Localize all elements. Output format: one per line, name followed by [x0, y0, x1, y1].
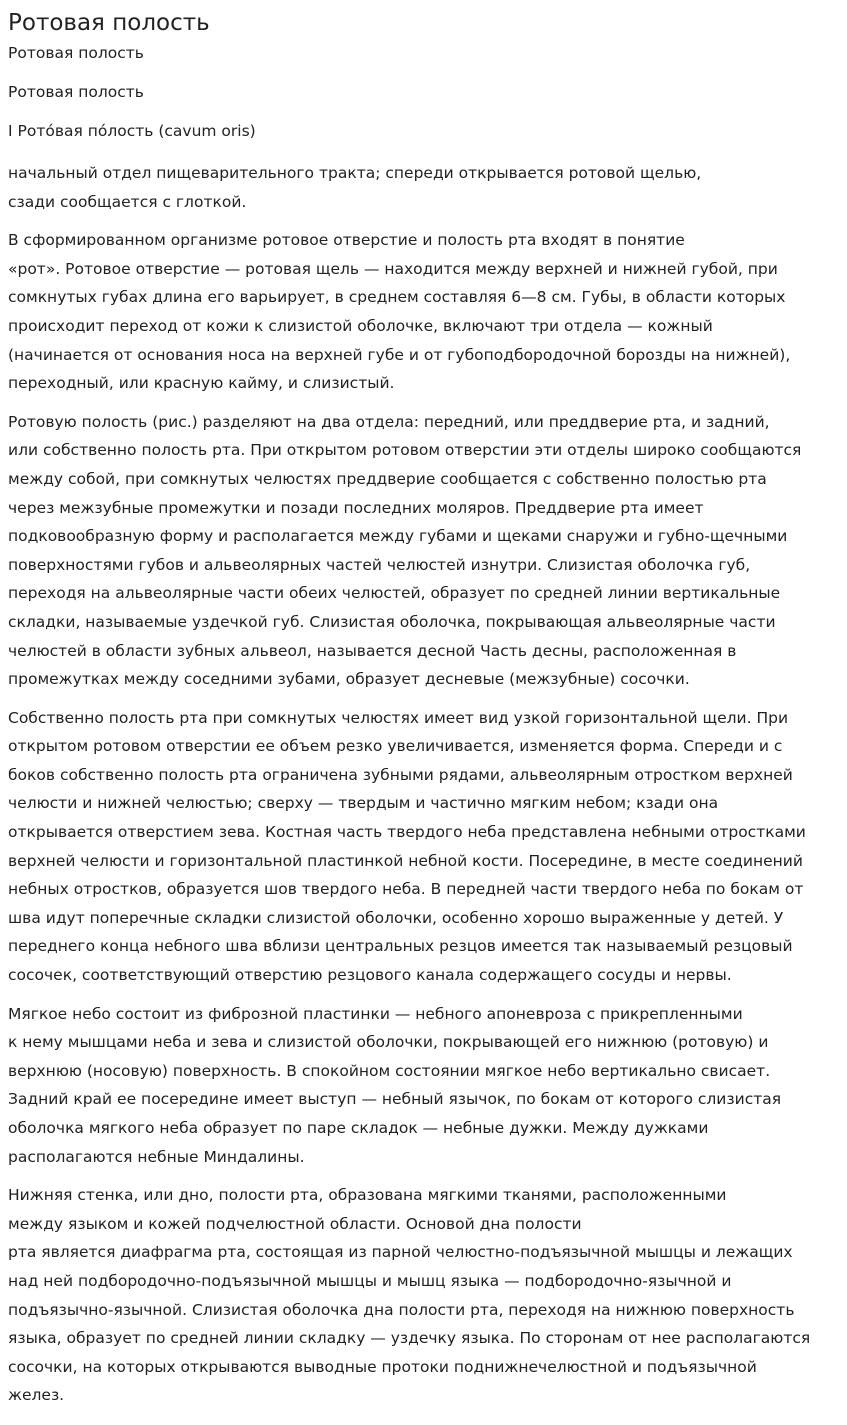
paragraph-oral-cavity-proper: Собственно полость рта при сомкнутых челюстях имеет вид узкой горизонтальной щели. При открытом ротовом отверстии ее объем резко увеличивается, изменяется форма. Спереди и с боков собственно полость рта ограничена зубными рядами, альвеолярным отростком верхней челюсти и нижней челюстью; сверху — твердым и частично мягким небом; кзади она открывается отверстием зева. Костная часть твердого неба представлена небными отростками верхней челюсти и горизонтальной пластинкой небной кости. Посередине, в месте соединений небных отростков, образуется шов твердого неба. В передней части твердого неба по бокам от шва идут поперечные складки слизистой оболочки, особенно хорошо выраженные у детей. У переднего конца небного шва вблизи центральных резцов имеется так называемый резцовый сосочек, соответствующий отверстию резцового канала содержащего сосуды и нервы.: [8, 708, 806, 985]
subtitle-3: I Рото́вая по́лость (cavum oris): [8, 122, 256, 140]
page-title: Ротовая полость: [8, 10, 210, 36]
paragraph-soft-palate: Мягкое небо состоит из фиброзной пластинки — небного апоневроза с прикрепленными к нему мышцами неба и зева и слизистой оболочки, покрывающей его нижнюю (ротовую) и верхнюю (носовую) поверхность. В спокойном состоянии мягкое небо вертикально свисает. Задний край ее посередине имеет выступ — небный язычок, по бокам от которого слизистая оболочка мягкого неба образует по паре складок — небные дужки. Между дужками располагаются небные Миндалины.: [8, 1004, 782, 1166]
subtitle-2: Ротовая полость: [8, 83, 144, 101]
paragraph-mouth-opening: В сформированном организме ротовое отверстие и полость рта входят в понятие «рот». Ротовое отверстие — ротовая щель — находится между верхней и нижней губой, при сомкнутых губах длина его варьирует, в среднем составляя 6—8 см. Губы, в области которых происходит переход от кожи к слизистой оболочке, включают три отдела — кожный (начинается от основания носа на верхней губе и от губоподбородочной борозды на нижней), переходный, или красную кайму, и слизистый.: [8, 231, 791, 393]
paragraph-mouth-floor: Нижняя стенка, или дно, полости рта, образована мягкими тканями, расположенными между языком и кожей подчелюстной области. Основой дна полости рта является диафрагма рта, состоящая из парной челюстно-подъязычной мышцы и лежащих над ней подбородочно-подъязычной мышцы и мышц языка — подбородочно-язычной и подъязычно-язычной. Слизистая оболочка дна полости рта, переходя на нижнюю поверхность языка, образует по средней линии складку — уздечку языка. По сторонам от нее располагаются сосочки, на которых открываются выводные протоки поднижнечелюстной и подъязычной желез.: [8, 1186, 811, 1405]
paragraph-definition: начальный отдел пищеварительного тракта; спереди открывается ротовой щелью, сзади сообщается с глоткой.: [8, 164, 702, 211]
paragraph-oral-vestibule: Ротовую полость (рис.) разделяют на два отдела: передний, или преддверие рта, и задний, или собственно полость рта. При открытом ротовом отверстии эти отделы широко сообщаются между собой, при сомкнутых челюстях преддверие сообщается с собственно полостью рта через межзубные промежутки и позади последних моляров. Преддверие рта имеет подковообразную форму и располагается между губами и щеками снаружи и губно-щечными поверхностями губов и альвеолярных частей челюстей изнутри. Слизистая оболочка губ, переходя на альвеолярные части обеих челюстей, образует по средней линии вертикальные складки, называемые уздечкой губ. Слизистая оболочка, покрывающая альвеолярные части челюстей в области зубных альвеол, называется десной Часть десны, расположенная в промежутках между соседними зубами, образует десневые (межзубные) сосочки.: [8, 412, 802, 689]
subtitle-1: Ротовая полость: [8, 44, 144, 62]
